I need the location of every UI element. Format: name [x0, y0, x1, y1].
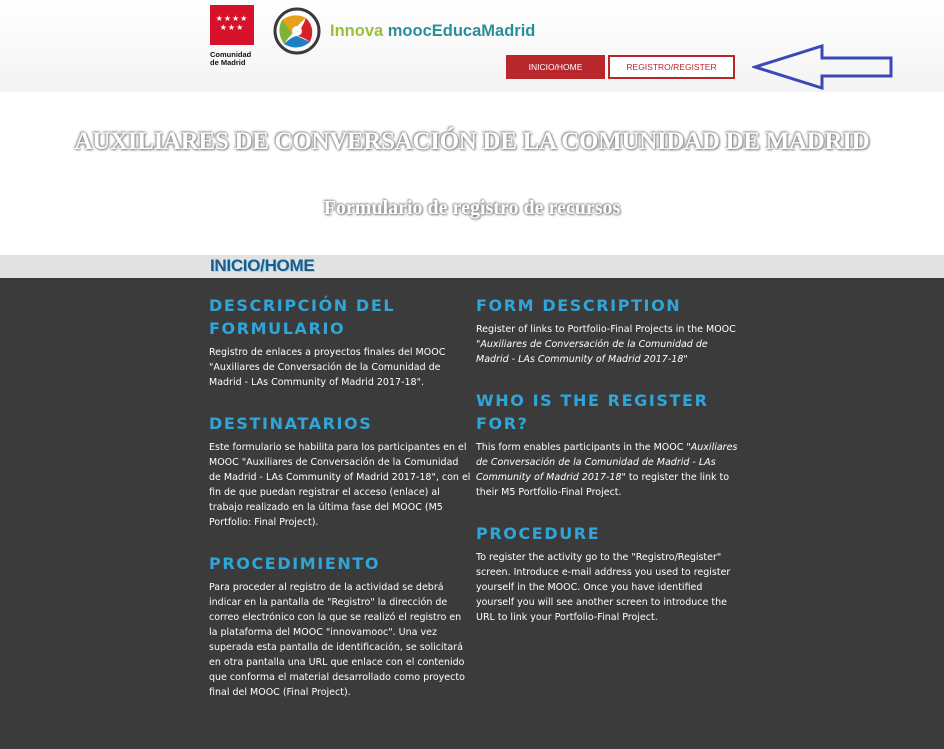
section-text: Este formulario se habilita para los participantes en el MOOC "Auxiliares de Conversación de la Comunidad de Madrid - LAs Community of Madrid 2017-18", con el fin de que puedan registrar el acceso (enlace) al trabajo realizado en la última fase del MOOC (M5 Portfolio: Final Project).	[209, 442, 471, 528]
section-destinatarios	[209, 412, 471, 530]
madrid-flag-icon	[210, 5, 254, 45]
page-title: AUXILIARES DE CONVERSACIÓN DE LA COMUNIDAD DE MADRID	[74, 128, 870, 155]
section-title: WHO IS THE REGISTER FOR?	[476, 391, 709, 433]
course-name-italic: "Auxiliares de Conversación de la Comunidad de Madrid - LAs Community of Madrid 2017-18"	[476, 339, 708, 365]
section-text: Para proceder al registro de la actividad se debrá indicar en la pantalla de "Registro" la dirección de correo electrónico con la que se realizó el registro en la plataforma del MOOC "innovamooc". Una vez superada esta pantalla de identificación, se solicitará en otra pantalla una URL que enlace con el contenido que conforma el material desarrollado como proyecto final del MOOC (Final Project).	[209, 582, 465, 698]
section-who-is-register-for	[476, 389, 738, 500]
section-text: Registro de enlaces a proyectos finales del MOOC "Auxiliares de Conversación de la Comunidad de Madrid - LAs Community of Madrid 2017-18".	[209, 347, 446, 388]
section-text	[476, 322, 738, 367]
text-part: Register of links to Portfolio-Final Projects in the MOOC	[476, 324, 736, 335]
text-part: This form enables participants in the MOOC	[476, 442, 687, 453]
spanish-column	[209, 294, 471, 722]
section-title: DESTINATARIOS	[209, 414, 373, 433]
nav-home-button[interactable]: INICIO/HOME	[506, 55, 605, 79]
section-form-description	[476, 294, 738, 367]
brand-mooceducamadrid: moocEducaMadrid	[387, 22, 536, 40]
cam-logo-text	[210, 51, 256, 67]
nav-register-button[interactable]: REGISTRO/REGISTER	[608, 55, 735, 79]
section-title: PROCEDURE	[476, 524, 601, 543]
left-arrow-annotation-icon	[752, 44, 894, 90]
flag-stars: ★★★★ ★★★	[215, 14, 249, 32]
main-content	[0, 278, 944, 749]
section-title: DESCRIPCIÓN DEL FORMULARIO	[209, 296, 396, 338]
brand-innova: Innova	[330, 22, 388, 40]
comunidad-de-madrid-logo[interactable]	[210, 5, 256, 65]
page-subtitle: Formulario de registro de recursos	[323, 197, 621, 219]
brand-name	[330, 22, 535, 41]
course-name-italic: "Auxiliares de Conversación de la Comunidad de Madrid - LAs Community of Madrid 2017-18"	[476, 442, 738, 483]
section-procedure	[476, 522, 738, 625]
breadcrumb[interactable]: INICIO/HOME	[210, 256, 315, 275]
innova-swirl-logo-icon	[272, 6, 322, 56]
cam-logo-line-2: de Madrid	[210, 58, 246, 67]
section-procedimiento	[209, 552, 471, 700]
breadcrumb-bar	[0, 255, 944, 278]
section-title: FORM DESCRIPTION	[476, 296, 682, 315]
section-title: PROCEDIMIENTO	[209, 554, 381, 573]
site-header	[0, 0, 944, 92]
text-part: to register the link to their M5 Portfolio-Final Project.	[476, 472, 730, 498]
english-column	[476, 294, 738, 647]
section-text	[476, 440, 738, 500]
cam-logo-line-1: Comunidad	[210, 50, 252, 59]
section-text: To register the activity go to the "Registro/Register" screen. Introduce e-mail address you used to register yourself in the MOOC. Once you have identified yourself you will see another screen to introduce the URL to link your Portfolio-Final Project.	[476, 552, 731, 623]
section-descripcion	[209, 294, 471, 390]
